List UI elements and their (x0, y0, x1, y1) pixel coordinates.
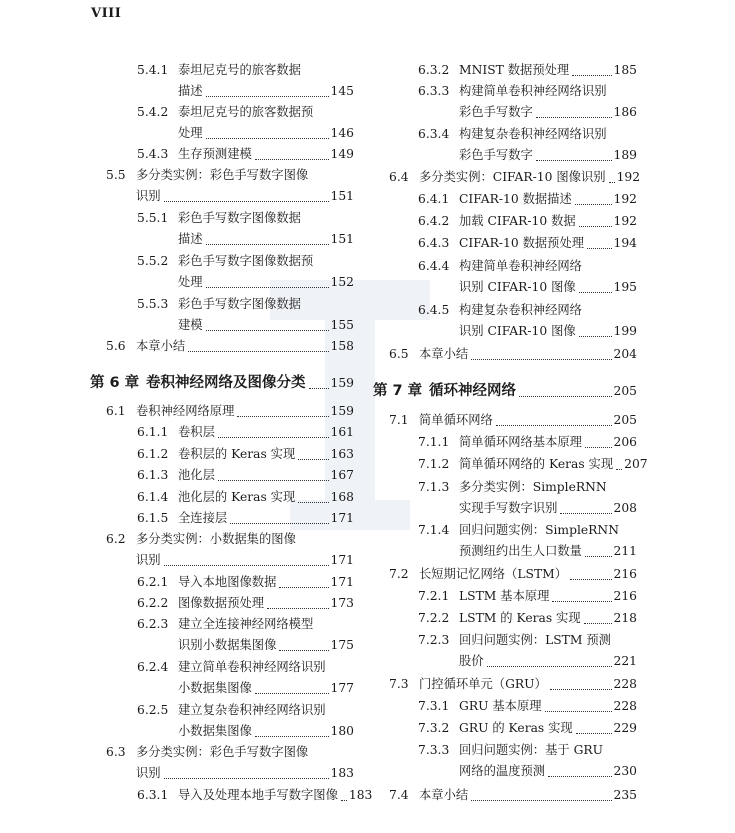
toc-page-number: 218 (613, 611, 637, 625)
toc-entry-title: 多分类实例：彩色手写数字图像 (136, 745, 309, 759)
toc-entry-title: 池化层的 Keras 实现 (178, 490, 296, 504)
toc-entry-number: 7.3 (389, 677, 409, 691)
toc-entry-title: 网络的温度预测 (459, 764, 546, 778)
dot-leader (471, 358, 611, 360)
toc-entry-title: 回归问题实例：LSTM 预测 (459, 633, 611, 647)
toc-page-number: 175 (330, 638, 354, 652)
dot-leader (587, 247, 611, 249)
toc-entry-title: 股价 (459, 654, 484, 668)
dot-leader (536, 116, 612, 118)
toc-entry-title: 多分类实例：CIFAR-10 图像识别 (419, 170, 606, 184)
toc-page-number: 192 (613, 214, 637, 228)
toc-entry-number: 6.1.5 (137, 511, 169, 525)
toc-entry-title: 构建复杂卷积神经网络识别 (459, 127, 607, 141)
dot-leader (237, 415, 328, 417)
toc-entry-number: 6.3.2 (418, 63, 450, 77)
toc-entry-title: 建立复杂卷积神经网络识别 (178, 703, 326, 717)
dot-leader (579, 225, 612, 227)
dot-leader (579, 335, 612, 337)
toc-entry-number: 6.2.2 (137, 596, 169, 610)
dot-leader (616, 468, 622, 470)
toc-entry-title: 导入本地图像数据 (178, 575, 277, 589)
toc-entry-title: 识别 CIFAR-10 图像 (459, 324, 576, 338)
toc-entry-number: 6.2.1 (137, 575, 169, 589)
toc-entry-number: 5.5.1 (137, 211, 169, 225)
toc-entry-title: 处理 (178, 126, 203, 140)
toc-page-number: 204 (613, 347, 637, 361)
toc-entry-title: 循环神经网络 (429, 383, 516, 399)
toc-entry-title: 建立全连接神经网络模型 (178, 617, 314, 631)
toc-entry-title: 识别小数据集图像 (178, 638, 277, 652)
toc-entry-title: 导入及处理本地手写数字图像 (178, 788, 338, 802)
dot-leader (206, 329, 329, 331)
toc-entry-number: 6.4.1 (418, 192, 450, 206)
toc-page-number: 230 (613, 764, 637, 778)
toc-entry-title: 本章小结 (419, 788, 469, 802)
toc-entry-title: 加载 CIFAR-10 数据 (459, 214, 576, 228)
toc-page-number: 189 (613, 148, 637, 162)
toc-entry-number: 6.2.4 (137, 660, 169, 674)
toc-entry-title: 彩色手写数字 (459, 105, 533, 119)
toc-entry-number: 5.5.3 (137, 297, 169, 311)
toc-page-number: 206 (613, 435, 637, 449)
dot-leader (267, 607, 328, 609)
toc-entry-title: 识别 (136, 766, 161, 780)
toc-entry-number: 6.1.4 (137, 490, 169, 504)
toc-entry-number: 7.1.2 (418, 457, 450, 471)
toc-page-number: 152 (330, 275, 354, 289)
toc-entry-number: 5.6 (106, 339, 126, 353)
toc-entry-number: 6.3 (106, 745, 126, 759)
toc-page-number: 171 (330, 511, 354, 525)
toc-page-number: 158 (330, 339, 354, 353)
dot-leader (218, 479, 329, 481)
dot-leader (545, 710, 612, 712)
toc-page-number: 229 (613, 721, 637, 735)
toc-entry-number: 7.2.3 (418, 633, 450, 647)
toc-entry-number: 6.4.2 (418, 214, 450, 228)
dot-leader (298, 458, 328, 460)
toc-page-number: 173 (330, 596, 354, 610)
toc-page-number: 207 (624, 457, 648, 471)
dot-leader (552, 600, 611, 602)
dot-leader (585, 555, 612, 557)
toc-entry-title: 卷积层的 Keras 实现 (178, 447, 296, 461)
dot-leader (206, 95, 329, 97)
toc-page-number: 163 (330, 447, 354, 461)
toc-entry-title: 多分类实例：小数据集的图像 (136, 532, 296, 546)
toc-entry-number: 6.2 (106, 532, 126, 546)
dot-leader (255, 158, 329, 160)
dot-leader (496, 424, 612, 426)
toc-entry-title: 彩色手写数字 (459, 148, 533, 162)
toc-entry-title: GRU 的 Keras 实现 (459, 721, 573, 735)
toc-page-number: 183 (330, 766, 354, 780)
dot-leader (206, 243, 329, 245)
toc-page-number: 167 (330, 468, 354, 482)
toc-entry-title: 生存预测建模 (178, 147, 252, 161)
toc-entry-title: 泰坦尼克号的旅客数据预 (178, 105, 314, 119)
toc-entry-number: 6.1.1 (137, 425, 169, 439)
dot-leader (164, 200, 329, 202)
toc-entry-number: 6.4.4 (418, 259, 450, 273)
dot-leader (206, 137, 329, 139)
toc-page-number: 228 (613, 699, 637, 713)
dot-leader (279, 649, 328, 651)
toc-entry-title: 构建简单卷积神经网络 (459, 259, 582, 273)
toc-entry-number: 7.1 (389, 413, 409, 427)
toc-entry-title: 门控循环单元（GRU） (419, 677, 547, 691)
toc-entry-title: MNIST 数据预处理 (459, 63, 570, 77)
toc-entry-number: 6.2.3 (137, 617, 169, 631)
toc-entry-title: CIFAR-10 数据描述 (459, 192, 572, 206)
toc-entry-number: 7.3.3 (418, 743, 450, 757)
toc-entry-number: 7.1.1 (418, 435, 450, 449)
toc-page-number: 185 (613, 63, 637, 77)
toc-entry-title: 多分类实例：SimpleRNN (459, 480, 607, 494)
dot-leader (548, 775, 611, 777)
toc-page-number: 199 (613, 324, 637, 338)
toc-page-number: 192 (616, 170, 641, 184)
toc-entry-title: 小数据集图像 (178, 724, 252, 738)
toc-entry-title: 简单循环网络 (419, 413, 493, 427)
toc-page-number: 235 (613, 788, 637, 802)
dot-leader (487, 665, 612, 667)
toc-entry-title: 卷积神经网络原理 (136, 404, 235, 418)
toc-page-number: 194 (613, 236, 637, 250)
toc-entry-number: 7.3.1 (418, 699, 450, 713)
toc-entry-title: CIFAR-10 数据预处理 (459, 236, 585, 250)
toc-page-number: 195 (613, 280, 637, 294)
toc-entry-number: 6.4 (389, 170, 409, 184)
toc-entry-title: 彩色手写数字图像数据 (178, 297, 301, 311)
toc-entry-title: 识别 CIFAR-10 图像 (459, 280, 576, 294)
toc-entry-number: 7.1.3 (418, 480, 450, 494)
toc-entry-number: 7.2.2 (418, 611, 450, 625)
toc-page-number: 155 (330, 318, 354, 332)
toc-entry-title: 建立简单卷积神经网络识别 (178, 660, 326, 674)
toc-entry-number: 6.4.5 (418, 303, 450, 317)
toc-page-number: 205 (613, 384, 637, 398)
toc-entry-title: 彩色手写数字图像数据 (178, 211, 301, 225)
toc-entry-title: 全连接层 (178, 511, 228, 525)
toc-entry-number: 6.5 (389, 347, 409, 361)
toc-entry-title: 本章小结 (136, 339, 186, 353)
dot-leader (341, 799, 347, 801)
toc-entry-title: 描述 (178, 232, 203, 246)
toc-entry-number: 7.2 (389, 567, 409, 581)
dot-leader (519, 395, 612, 397)
toc-page-number: 216 (613, 567, 637, 581)
toc-entry-number: 6.1.2 (137, 447, 169, 461)
toc-page-number: 161 (330, 425, 354, 439)
toc-page-number: 183 (348, 788, 373, 802)
dot-leader (471, 799, 611, 801)
dot-leader (560, 512, 611, 514)
toc-page-number: 221 (613, 654, 637, 668)
toc-page-number: 159 (330, 376, 354, 390)
toc-entry-title: 处理 (178, 275, 203, 289)
dot-leader (575, 203, 612, 205)
toc-page-number: 205 (613, 413, 637, 427)
toc-entry-title: LSTM 基本原理 (459, 589, 550, 603)
dot-leader (576, 732, 612, 734)
toc-entry-title: LSTM 的 Keras 实现 (459, 611, 581, 625)
toc-entry-title: 实现手写数字识别 (459, 501, 558, 515)
toc-entry-number: 5.4.1 (137, 63, 169, 77)
toc-entry-title: 描述 (178, 84, 203, 98)
toc-entry-title: 构建简单卷积神经网络识别 (459, 84, 607, 98)
toc-entry-number: 5.5.2 (137, 254, 169, 268)
dot-leader (206, 286, 329, 288)
page-number: VIII (91, 6, 122, 21)
dot-leader (584, 622, 612, 624)
dot-leader (609, 181, 615, 183)
toc-entry-number: 6.1 (106, 404, 126, 418)
dot-leader (585, 446, 612, 448)
toc-entry-title: 卷积层 (178, 425, 215, 439)
toc-entry-title: 回归问题实例：基于 GRU (459, 743, 604, 757)
toc-page-number: 192 (613, 192, 637, 206)
toc-page-number: 149 (330, 147, 354, 161)
toc-entry-number: 6.3.3 (418, 84, 450, 98)
dot-leader (536, 159, 612, 161)
toc-entry-title: 多分类实例：彩色手写数字图像 (136, 168, 309, 182)
toc-entry-number: 7.1.4 (418, 523, 450, 537)
dot-leader (164, 564, 329, 566)
toc-page-number: 228 (613, 677, 637, 691)
toc-page-number: 159 (330, 404, 354, 418)
dot-leader (164, 777, 329, 779)
toc-entry-number: 7.3.2 (418, 721, 450, 735)
toc-entry-title: GRU 基本原理 (459, 699, 542, 713)
toc-entry-title: 小数据集图像 (178, 681, 252, 695)
toc-entry-title: 池化层 (178, 468, 215, 482)
toc-page-number: 168 (330, 490, 354, 504)
dot-leader (230, 522, 328, 524)
dot-leader (298, 501, 328, 503)
toc-entry-number: 5.4.2 (137, 105, 169, 119)
toc-page-number: 151 (330, 232, 354, 246)
toc-entry-number: 6.3.4 (418, 127, 450, 141)
toc-entry-title: 长短期记忆网络（LSTM） (419, 567, 568, 581)
toc-page-number: 171 (330, 575, 354, 589)
toc-entry-title: 彩色手写数字图像数据预 (178, 254, 314, 268)
toc-entry-title: 本章小结 (419, 347, 469, 361)
toc-entry-number: 第 7 章 (373, 383, 423, 399)
toc-entry-number: 5.5 (106, 168, 126, 182)
toc-entry-title: 构建复杂卷积神经网络 (459, 303, 582, 317)
dot-leader (188, 350, 328, 352)
toc-entry-title: 识别 (136, 189, 161, 203)
dot-leader (218, 436, 329, 438)
toc-entry-title: 卷积神经网络及图像分类 (146, 375, 306, 391)
toc-entry-number: 7.2.1 (418, 589, 450, 603)
toc-entry-number: 5.4.3 (137, 147, 169, 161)
dot-leader (255, 735, 329, 737)
toc-entry-number: 7.4 (389, 788, 409, 802)
toc-page-number: 171 (330, 553, 354, 567)
toc-page-number: 211 (613, 544, 637, 558)
dot-leader (255, 692, 329, 694)
toc-page-number: 180 (330, 724, 354, 738)
toc-entry-number: 6.1.3 (137, 468, 169, 482)
dot-leader (572, 74, 611, 76)
toc-entry-number: 6.3.1 (137, 788, 169, 802)
toc-entry-title: 预测纽约出生人口数量 (459, 544, 582, 558)
toc-entry-number: 第 6 章 (90, 375, 140, 391)
dot-leader (579, 291, 612, 293)
dot-leader (309, 387, 329, 389)
toc-entry-title: 建模 (178, 318, 203, 332)
toc-page-number: 151 (330, 189, 354, 203)
toc-page-number: 216 (613, 589, 637, 603)
dot-leader (570, 578, 611, 580)
toc-entry-title: 泰坦尼克号的旅客数据 (178, 63, 301, 77)
toc-page-number: 145 (330, 84, 354, 98)
toc-entry-number: 6.2.5 (137, 703, 169, 717)
dot-leader (550, 688, 612, 690)
dot-leader (279, 586, 328, 588)
toc-page-number: 146 (330, 126, 354, 140)
toc-entry-title: 回归问题实例：SimpleRNN (459, 523, 619, 537)
toc-entry-title: 简单循环网络基本原理 (459, 435, 582, 449)
toc-page-number: 208 (613, 501, 637, 515)
toc-entry-title: 图像数据预处理 (178, 596, 265, 610)
toc-entry-title: 识别 (136, 553, 161, 567)
toc-entry-number: 6.4.3 (418, 236, 450, 250)
toc-page-number: 186 (613, 105, 637, 119)
toc-entry-title: 简单循环网络的 Keras 实现 (459, 457, 614, 471)
toc-page-number: 177 (330, 681, 354, 695)
